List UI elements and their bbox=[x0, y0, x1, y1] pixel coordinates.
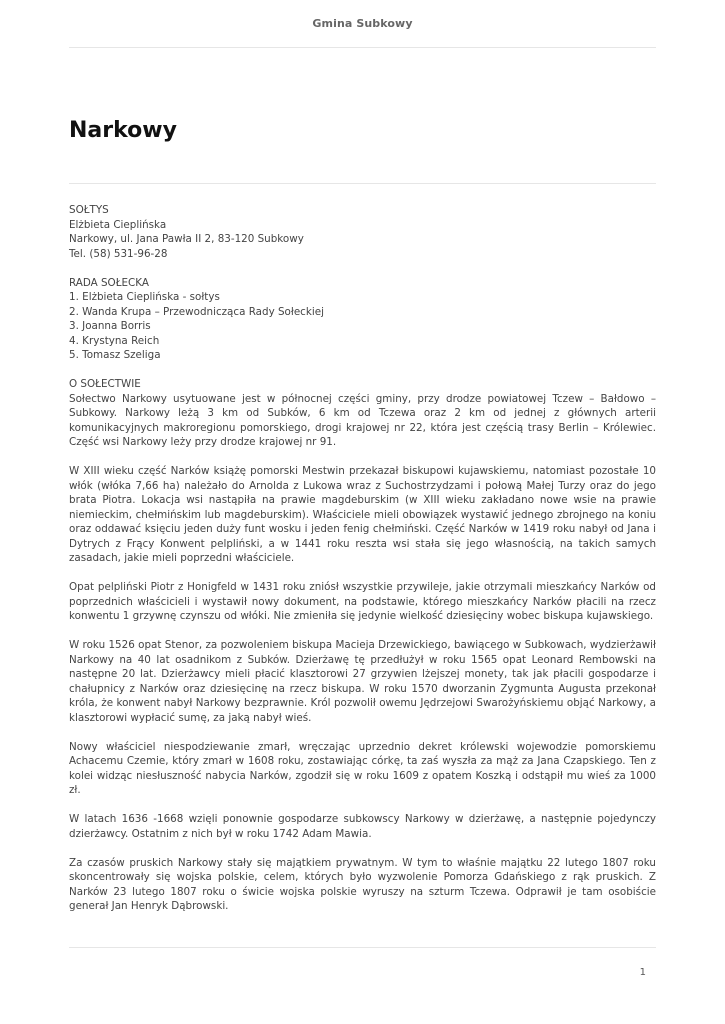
soltys-phone: Tel. (58) 531-96-28 bbox=[69, 247, 168, 260]
soltys-name: Elżbieta Cieplińska bbox=[69, 218, 167, 231]
title-divider bbox=[69, 183, 656, 184]
page-number: 1 bbox=[639, 967, 646, 978]
history-paragraph: W latach 1636 -1668 wzięli ponownie gospodarze subkowscy Narkowy w dzierżawę, a następnie pojedynczy dzierżawcy. Ostatnim z nich był w roku 1742 Adam Mawia. bbox=[69, 813, 656, 840]
rada-member: 2. Wanda Krupa – Przewodnicząca Rady Sołeckiej bbox=[69, 305, 324, 318]
footer-divider bbox=[69, 947, 656, 948]
soltys-section bbox=[69, 203, 656, 261]
rada-member: 4. Krystyna Reich bbox=[69, 334, 160, 347]
history-paragraph: Nowy właściciel niespodziewanie zmarł, wręczając uprzednio dekret królewski wojewodzie pomorskiemu Achacemu Czemie, który zmarł w 1608 roku, zostawiając córkę, ta zaś wyszła za mąż za Jana Czapskiego. Ten z kolei widząc niesłuszność nabycia Narków, zgodził się w roku 1609 z opatem Koszką i odstąpił mu wieś za 1000 zł. bbox=[69, 740, 656, 796]
history-paragraph: W XIII wieku część Narków książę pomorski Mestwin przekazał biskupowi kujawskiemu, natomiast pozostałe 10 włók (włóka 7,66 ha) należało do Arnolda z Lukowa wraz z Suchostrzydzami i połową Małej Turzy oraz do jego brata Piotra. Lokacja wsi nastąpiła na prawie magdeburskim (w XIII wieku zakładano nowe wsie na prawie niemieckim, chełmińskim lub magdeburskim). Właściciele mieli obowiązek wystawić jednego zbrojnego na koniu oraz oddawać księciu jeden duży funt wosku i jeden fenig chełmiński. Część Narków w 1419 roku nabył od Jana i Dytrych z Frący Konwent pelpliński, a w 1441 roku reszta wsi stała się jego własnością, na takich samych zasadach, jakie mieli poprzedni właściciele. bbox=[69, 465, 656, 564]
rada-member: 1. Elżbieta Cieplińska - sołtys bbox=[69, 291, 220, 303]
soltys-address: Narkowy, ul. Jana Pawła II 2, 83-120 Subkowy bbox=[69, 233, 304, 245]
rada-member: 5. Tomasz Szeliga bbox=[69, 349, 161, 361]
o-solectwie-section bbox=[69, 377, 656, 450]
article-content bbox=[69, 203, 656, 928]
rada-member: 3. Joanna Borris bbox=[69, 320, 151, 332]
history-paragraph: Za czasów pruskich Narkowy stały się majątkiem prywatnym. W tym to właśnie majątku 22 lutego 1807 roku skoncentrowały się wojska polskie, celem, których było wyzwolenie Pomorza Gdańskiego z rąk pruskich. Z Narków 23 lutego 1807 roku o świcie wojska polskie wyruszy na szturm Tczewa. Odprawił je tam osobiście generał Jan Henryk Dąbrowski. bbox=[69, 856, 656, 912]
page-title: Narkowy bbox=[69, 118, 177, 143]
history-paragraph: W roku 1526 opat Stenor, za pozwoleniem biskupa Macieja Drzewickiego, bawiącego w Subkowach, wydzierżawił Narkowy na 40 lat osadnikom z Subków. Dzierżawę tę przedłużył w roku 1565 opat Leonard Rembowski na następne 20 lat. Dzierżawcy mieli płacić klasztorowi 27 grzywien lżejszej monety, tak jak płacili gospodarze i chałupnicy z Narków oraz dziesięcinę na rzecz biskupa. W roku 1570 dworzanin Zygmunta Augusta przekonał króla, że konwent nabył Narkowy bezprawnie. Król pozwolił owemu Jędrzejowi Swarożyńskiemu objąć Narkowy, a klasztorowi wypłacić sumę, za jaką nabył wieś. bbox=[69, 639, 656, 724]
o-solectwie-heading: O SOŁECTWIE bbox=[69, 378, 141, 390]
history-paragraph: Opat pelpliński Piotr z Honigfeld w 1431 roku zniósł wszystkie przywileje, jakie otrzymali mieszkańcy Narków od poprzednich właścicieli i wystawił nowy dokument, na podstawie, którego mieszkańcy Narków płacili na rzecz konwentu 1 grzywnę czynszu od włóki. Nie zmieniła się jedynie wielkość dziesięciny wobec biskupa kujawskiego. bbox=[69, 581, 656, 622]
rada-heading: RADA SOŁECKA bbox=[69, 276, 149, 289]
intro-paragraph: Sołectwo Narkowy usytuowane jest w północnej części gminy, przy drodze powiatowej Tczew – Bałdowo – Subkowy. Narkowy leżą 3 km od Subków, 6 km od Tczewa oraz 2 km od jednej z głównych arterii komunikacyjnych makroregionu pomorskiego, drogi krajowej nr 22, która jest częścią trasy Berlin – Królewiec. Część wsi Narkowy leży przy drodze krajowej nr 91. bbox=[69, 392, 656, 448]
rada-solecka-section bbox=[69, 276, 656, 363]
site-header-title: Gmina Subkowy bbox=[312, 17, 413, 30]
header-divider bbox=[69, 47, 656, 48]
soltys-heading: SOŁTYS bbox=[69, 204, 109, 216]
